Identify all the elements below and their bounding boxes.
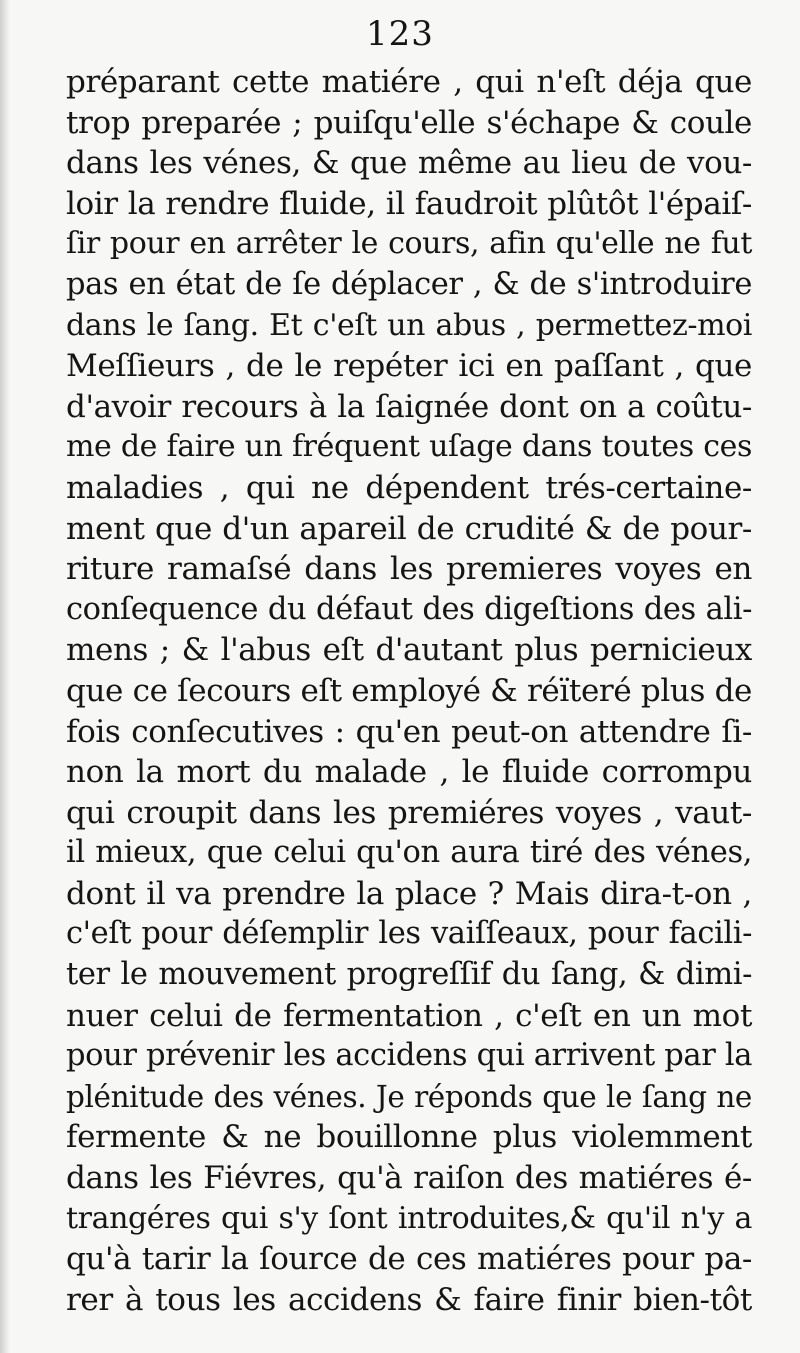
text-line: ter le mouvement progreſſif du ſang, & dimi- [66, 957, 752, 993]
text-line: dans le ſang. Et c'eſt un abus , permettez-moi [66, 307, 752, 343]
text-line: c'eſt pour déſemplir les vaiſſeaux, pour facili- [66, 916, 752, 952]
text-line: mens ; & l'abus eſt d'autant plus pernicieux [66, 632, 752, 669]
text-line: fermente & ne bouillonne plus violemment [66, 1119, 752, 1156]
page-number: 123 [366, 14, 434, 54]
text-body [66, 62, 752, 1320]
text-line: pour prévenir les accidens qui arrivent par la [66, 1038, 752, 1074]
text-line: trangéres qui s'y ſont introduites,& qu'il n'y a [66, 1200, 752, 1236]
text-line: il mieux, que celui qu'on aura tiré des vénes, [66, 835, 752, 871]
text-line: que ce ſecours eſt employé & réïteré plus de [66, 672, 752, 709]
text-line: qui croupit dans les premiéres voyes , vaut- [66, 794, 752, 831]
text-line: ment que d'un apareil de crudité & de pour- [66, 510, 752, 547]
text-line: d'avoir recours à la ſaignée dont on a coûtu- [66, 388, 752, 425]
text-line: non la mort du malade , le fluide corrompu [66, 754, 752, 791]
text-line: dans les Fiévres, qu'à raiſon des matiéres é- [66, 1160, 752, 1197]
text-line: plénitude des vénes. Je réponds que le ſang ne [66, 1079, 752, 1114]
text-line: rer à tous les accidens & faire finir bien-tôt [66, 1281, 752, 1318]
text-line: ſir pour en arrêter le cours, afin qu'elle ne fut [66, 226, 752, 262]
text-line: me de faire un fréquent uſage dans toutes ces [66, 429, 752, 465]
text-line: fois conſecutives : qu'en peut-on attendre ſi- [66, 713, 752, 750]
text-line: pas en état de ſe déplacer , & de s'introduire [66, 266, 752, 302]
text-line: riture ramaſsé dans les premieres voyes en [66, 551, 752, 588]
text-line: dont il va prendre la place ? Mais dira-t-on , [66, 875, 752, 912]
text-line: dans les vénes, & que même au lieu de vou- [66, 145, 752, 182]
text-line: Meſſieurs , de le repéter ici en paſſant , que [66, 348, 752, 385]
text-line: maladies , qui ne dépendent trés-certaine- [66, 469, 752, 506]
text-line: préparant cette matiére , qui n'eſt déja que [66, 64, 752, 100]
text-line: loir la rendre fluide, il faudroit plûtôt l'épaiſ- [66, 185, 752, 222]
text-line: trop preparée ; puiſqu'elle s'échape & coule [66, 104, 752, 141]
page-gutter-shadow [0, 0, 10, 1353]
text-line: qu'à tarir la ſource de ces matiéres pour pa- [66, 1241, 752, 1278]
text-line: conſequence du défaut des digeſtions des ali- [66, 591, 752, 627]
text-line: nuer celui de fermentation , c'eſt en un mot [66, 997, 752, 1034]
